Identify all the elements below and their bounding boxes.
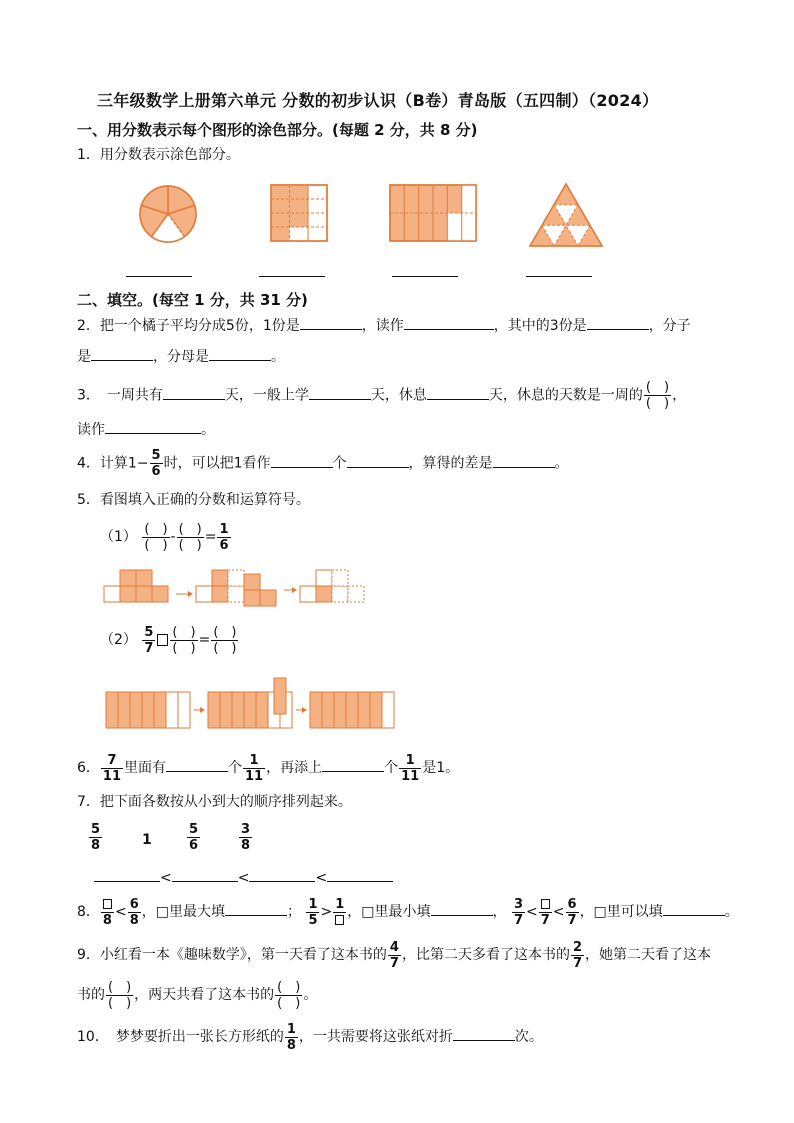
q3-blank[interactable] <box>105 418 201 434</box>
q5-part2-figure <box>104 678 396 730</box>
q7-number-2: 1 <box>142 832 152 848</box>
q9-text: ，她第二天看了这本 <box>585 947 711 963</box>
q8-line <box>77 895 739 929</box>
q4-blank[interactable] <box>347 452 409 468</box>
q1-answer-4[interactable] <box>526 276 592 277</box>
q8-blank[interactable] <box>225 900 287 916</box>
q3-text: ， <box>672 387 687 404</box>
q3-blank[interactable] <box>427 384 489 400</box>
q5-part1-label: （1） <box>100 529 137 545</box>
q8-text: ，□里最大填 <box>141 904 225 920</box>
q6-blank[interactable] <box>322 756 384 772</box>
q8-blank[interactable] <box>663 900 725 916</box>
q8-lt: < <box>526 904 538 920</box>
q9-text: ，比第二天多看了这本书的 <box>401 947 570 963</box>
q8-fraction: $\frac{1}{5}$ <box>308 896 318 928</box>
q7-blank[interactable] <box>327 866 393 882</box>
q6-blank[interactable] <box>166 756 228 772</box>
q4-blank[interactable] <box>271 452 333 468</box>
q8-fraction: 1 <box>333 897 346 928</box>
q5-fraction-blank[interactable]: $\frac{( )}{( )}$ <box>144 521 168 553</box>
q2-blank[interactable] <box>587 314 649 330</box>
q4-text: 个 <box>332 455 347 472</box>
q2-text: 份， <box>234 318 263 334</box>
q8-fraction: 8 <box>101 897 114 928</box>
q2-text: ，读作 <box>361 318 404 334</box>
q2-text: ，分子 <box>648 318 691 334</box>
q8-text: ； <box>286 904 301 920</box>
q8-box[interactable] <box>103 899 112 909</box>
q7-blank[interactable] <box>172 866 238 882</box>
q1-text: 1．用分数表示涂色部分。 <box>77 147 240 163</box>
q2-blank[interactable] <box>404 314 494 330</box>
q8-fraction: 7 <box>539 897 552 928</box>
q2-blank[interactable] <box>91 345 153 361</box>
q4-num: 1 <box>233 455 243 472</box>
q3-text: 读作 <box>77 422 105 438</box>
q8-lt: < <box>114 904 127 920</box>
q3-text: 3． 一周共有 <box>77 387 163 404</box>
q5-part1 <box>100 520 232 554</box>
q4-text: ，算得的差是 <box>408 455 493 472</box>
q7-blank[interactable] <box>94 866 160 882</box>
section2-heading: 二、填空。(每空 1 分，共 31 分) <box>77 291 308 309</box>
q8-fraction: $\frac{6}{8}$ <box>129 896 139 928</box>
q6-text: 6． <box>77 760 100 776</box>
q3-text: 天，一般上学 <box>224 387 309 404</box>
q10-fraction: $\frac{1}{8}$ <box>286 1021 296 1053</box>
q5-operator-box[interactable] <box>157 634 168 646</box>
q2-line1 <box>77 314 691 336</box>
q2-text: 份是 <box>558 318 587 334</box>
q5-fraction-blank[interactable]: $\frac{( )}{( )}$ <box>213 624 237 656</box>
q6-text: 里面有 <box>124 760 167 776</box>
q8-text: 。 <box>724 904 739 920</box>
q8-box[interactable] <box>541 899 550 909</box>
q9-line2 <box>77 978 317 1012</box>
q6-text: 。 <box>445 760 460 776</box>
q5-equals: = <box>198 632 211 648</box>
q3-text: 天，休息 <box>370 387 427 404</box>
q3-text: 。 <box>201 422 215 438</box>
q5-fraction-blank[interactable]: $\frac{( )}{( )}$ <box>172 624 196 656</box>
q6-fraction: $\frac{1}{11}$ <box>401 752 420 784</box>
section1-heading: 一、用分数表示每个图形的涂色部分。(每题 2 分，共 8 分) <box>77 121 478 139</box>
q5-fraction-blank[interactable]: $\frac{( )}{( )}$ <box>178 521 202 553</box>
q4-blank[interactable] <box>493 452 555 468</box>
q4-text: 4．计算1− <box>77 455 149 472</box>
q7-number-1: $\frac{5}{8}$ <box>91 822 101 853</box>
q2-num: 1 <box>262 318 272 334</box>
q3-line1 <box>77 380 686 411</box>
q6-fraction: $\frac{7}{11}$ <box>102 752 122 784</box>
q5-part2-label: （2） <box>100 632 137 648</box>
q7-lt: < <box>237 870 250 886</box>
q2-text: 。 <box>271 349 285 365</box>
q6-fraction: $\frac{1}{11}$ <box>245 752 264 784</box>
q7-lt: < <box>160 870 172 886</box>
q2-num: 3 <box>549 318 559 334</box>
q8-text: ，□里最小填 <box>347 904 431 920</box>
q9-text: 9．小红看一本《趣味数学》，第一天看了这本书的 <box>77 947 387 963</box>
q2-text: ，其中的 <box>493 318 550 334</box>
q6-num: 1 <box>436 760 446 776</box>
q3-blank[interactable] <box>163 384 225 400</box>
q3-text: 天，休息的天数是一周的 <box>488 387 643 404</box>
q5-part2-fraction: $\frac{5}{7}$ <box>144 624 154 656</box>
q3-fraction-blank[interactable]: $\frac{( )}{( )}$ <box>645 380 670 411</box>
q4-line <box>77 448 569 478</box>
q1-answer-3[interactable] <box>392 276 458 277</box>
q2-text: ，分母是 <box>153 349 209 365</box>
q3-blank[interactable] <box>309 384 371 400</box>
q8-box[interactable] <box>335 915 344 925</box>
q7-text: 7．把下面各数按从小到大的顺序排列起来。 <box>77 794 352 810</box>
figure-circle <box>138 184 198 244</box>
q6-text: 是 <box>422 760 437 776</box>
q9-line1 <box>77 938 711 972</box>
q4-text: 时，可以把 <box>163 455 234 472</box>
q2-line2 <box>77 345 285 367</box>
q5-part1-figure <box>104 566 368 608</box>
q9-text: ，两天共看了这本书的 <box>134 987 275 1003</box>
q6-text: 个 <box>228 760 243 776</box>
q9-fraction: $\frac{4}{7}$ <box>389 939 399 971</box>
q7-lt: < <box>315 870 328 886</box>
q4-fraction: $\frac{5}{6}$ <box>151 448 161 479</box>
q10-text: 10． 梦梦要折出一张长方形纸的 <box>77 1029 284 1045</box>
q9-text: 书的 <box>77 987 105 1003</box>
q2-text: 2．把一个橘子平均分成 <box>77 318 226 334</box>
figure-square-grid <box>271 185 327 241</box>
q5-equals: = <box>204 529 217 545</box>
figure-rectangle-grid <box>390 185 476 241</box>
q7-answer-line <box>94 866 393 888</box>
q4-text: 。 <box>554 455 569 472</box>
q8-lt: < <box>552 904 565 920</box>
q5-operator: - <box>170 529 176 545</box>
q9-fraction-blank[interactable]: $\frac{( )}{( )}$ <box>277 979 301 1011</box>
q6-line <box>77 752 459 784</box>
q6-text: 个 <box>384 760 399 776</box>
q5-result-fraction: $\frac{1}{6}$ <box>219 521 229 553</box>
q7-blank[interactable] <box>249 866 315 882</box>
q10-text: 次。 <box>514 1029 543 1045</box>
q8-fraction: $\frac{3}{7}$ <box>513 896 523 928</box>
q10-line <box>77 1020 543 1054</box>
q8-text: ，□里可以填 <box>579 904 663 920</box>
q5-text: 5．看图填入正确的分数和运算符号。 <box>77 492 310 508</box>
q10-blank[interactable] <box>453 1025 515 1041</box>
q8-text: ， <box>492 904 507 920</box>
q2-blank[interactable] <box>209 345 271 361</box>
q10-text: ，一共需要将这张纸对折 <box>298 1029 453 1045</box>
q2-text: 份是 <box>271 318 300 334</box>
q6-text: ，再添上 <box>266 760 323 776</box>
q8-gt: > <box>320 904 333 920</box>
q2-blank[interactable] <box>300 314 362 330</box>
q4-text: 看作 <box>242 455 271 472</box>
q9-fraction: $\frac{2}{7}$ <box>572 939 582 971</box>
q1-answer-1[interactable] <box>126 276 192 277</box>
q2-text: 是 <box>77 349 91 365</box>
q7-number-3: $\frac{5}{6}$ <box>189 822 199 853</box>
q8-blank[interactable] <box>431 900 493 916</box>
q5-part2 <box>100 623 239 657</box>
q1-answer-2[interactable] <box>259 276 325 277</box>
q3-line2 <box>77 418 215 440</box>
q2-num: 5 <box>225 318 235 334</box>
page-title: 三年级数学上册第六单元 分数的初步认识（B卷）青岛版（五四制）（2024） <box>97 91 659 110</box>
q9-fraction-blank[interactable]: $\frac{( )}{( )}$ <box>108 979 132 1011</box>
q8-fraction: $\frac{6}{7}$ <box>567 896 577 928</box>
q8-text: 8． <box>77 904 100 920</box>
q9-text: 。 <box>303 987 318 1003</box>
figure-triangle <box>530 184 602 246</box>
q7-number-4: $\frac{3}{8}$ <box>241 822 251 853</box>
